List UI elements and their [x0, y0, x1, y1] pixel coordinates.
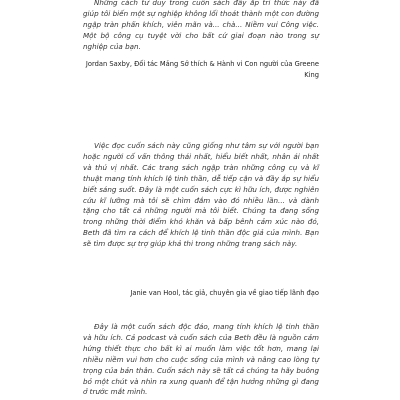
- testimonial-attribution: Jordan Saxby, Đối tác Mảng Sở thích & Hành vi Con người của Greene King: [85, 60, 319, 79]
- testimonial-quote: Đây là một cuốn sách độc đáo, mang tính khích lệ tinh thần và hữu ích. Cả podcast và cuốn sách của Beth đều là nguồn cảm hứng thiết thực cho bất kì ai muốn làm việc tốt hơn, mang lại nhiều niềm vui hơn cho cuộc sống của mình và nâng cao lòng tự trọng của bản thân. Cuốn sách này sẽ tất cả chúng ta hãy buông bỏ một chút và nhìn ra xung quanh để tận hưởng những gì đang ở trước mắt mình.: [83, 322, 319, 397]
- testimonial-attribution: Janie van Hool, tác giả, chuyên gia về giao tiếp lãnh đạo: [130, 289, 319, 297]
- testimonial-quote: Những cách tư duy trong cuốn sách đầy ắp tri thức này đã giúp tôi biến một sự nghiệp không lối thoát thành một con đường ngập tràn phấn khích, viên mãn và... chà... Niềm vui Công việc. Một bộ công cụ tuyệt vời cho bất cứ giai đoạn nào trong sự nghiệp của bạn.: [83, 0, 319, 51]
- testimonial-quote: Việc đọc cuốn sách này cũng giống như tâm sự với người bạn hoặc người cố vấn thông thái nhất, hiểu biết nhất, nhân ái nhất và thú vị nhất. Các trang sách ngập tràn những công cụ và kĩ thuật mang tính khích lệ tinh thần, dễ tiếp cận và đầy ắp sự hiểu biết sáng suốt. Đây là một cuốn sách cực kì hữu ích, được nghiên cứu kĩ lưỡng mà tôi sẽ chìm đắm vào đó nhiều lần... và dành tặng cho tất cả những người mà tôi biết. Chúng ta đang sống trong những thời điểm khó khăn và bấp bênh cảm xúc nào đó, Beth đã tìm ra cách để khích lệ tinh thần độc giả của mình. Bạn sẽ tìm được sự trợ giúp khả thi trong những trang sách này.: [83, 141, 319, 249]
